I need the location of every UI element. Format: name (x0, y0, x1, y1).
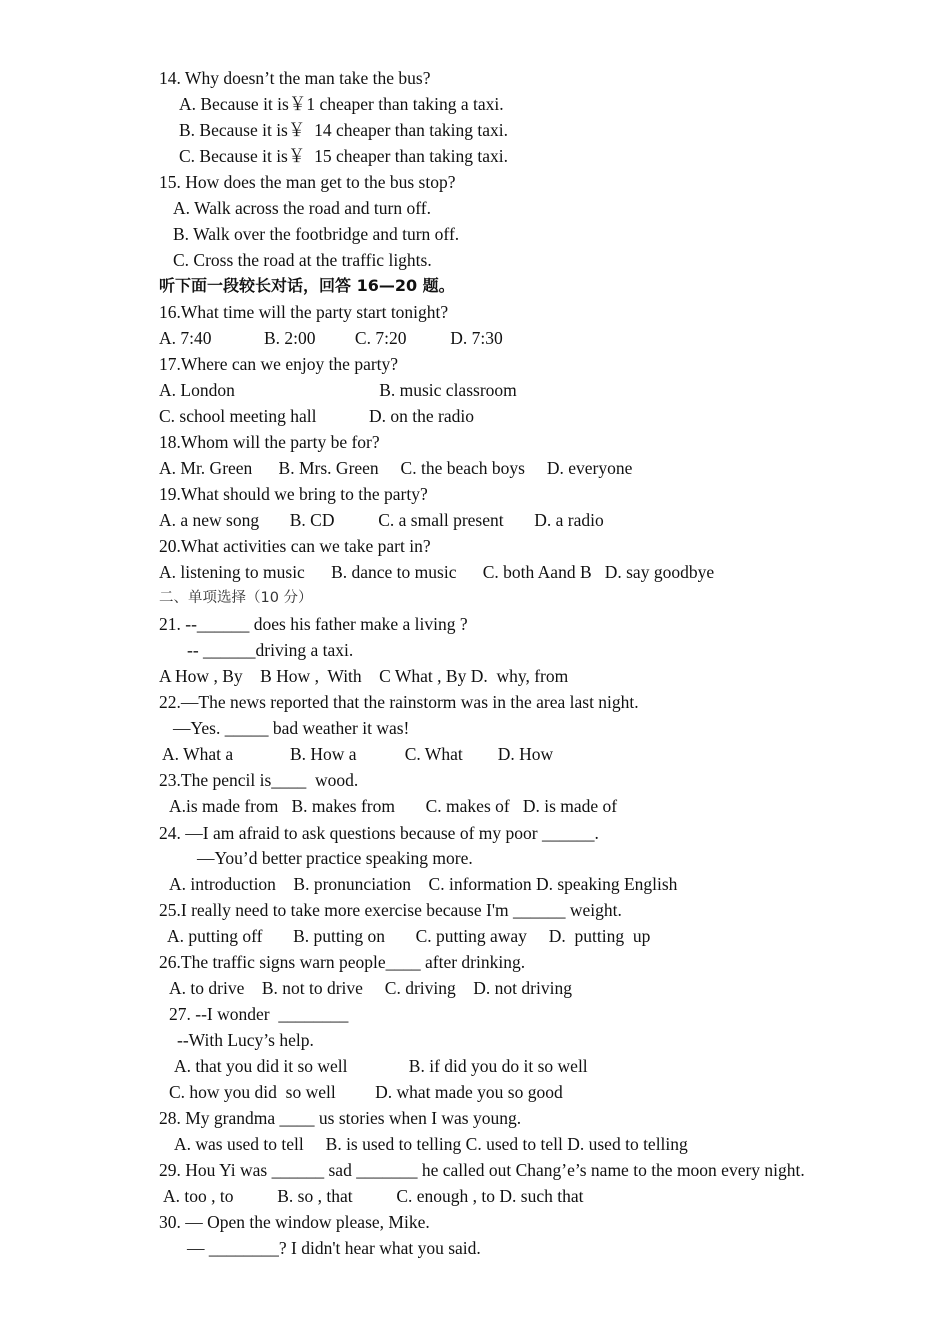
question-26-text: 26.The traffic signs warn people____ after drinking. (159, 952, 526, 972)
question-22-text: 22.—The news reported that the rainstorm was in the area last night. (159, 692, 639, 712)
q14-option-a: A. Because it is￥1 cheaper than taking a taxi. (179, 94, 504, 114)
q28-options: A. was used to tell B. is used to telling C. used to tell D. used to telling (174, 1134, 688, 1154)
q15-option-c: C. Cross the road at the traffic lights. (173, 250, 432, 270)
question-29-text: 29. Hou Yi was ______ sad _______ he called out Chang’e’s name to the moon every night. (159, 1160, 805, 1180)
q20-options: A. listening to music B. dance to music C. both Aand B D. say goodbye (159, 562, 715, 582)
q25-options: A. putting off B. putting on C. putting away D. putting up (167, 926, 651, 946)
question-17-text: 17.Where can we enjoy the party? (159, 354, 399, 374)
question-20-text: 20.What activities can we take part in? (159, 536, 431, 556)
q15-option-b: B. Walk over the footbridge and turn off. (173, 224, 460, 244)
question-25-text: 25.I really need to take more exercise because I'm ______ weight. (159, 900, 622, 920)
q30-reply: — ________? I didn't hear what you said. (187, 1238, 481, 1258)
q21-options: A How , By B How , With C What , By D. why, from (159, 666, 569, 686)
section-heading-single-choice: 二、单项选择（10 分） (159, 590, 313, 606)
q22-reply: —Yes. _____ bad weather it was! (173, 718, 410, 738)
question-16-text: 16.What time will the party start tonight? (159, 302, 449, 322)
question-18-text: 18.Whom will the party be for? (159, 432, 380, 452)
q14-option-b: B. Because it is￥ 14 cheaper than taking taxi. (179, 120, 509, 140)
section-instruction-16-20: 听下面一段较长对话，回答 16—20 题。 (159, 276, 455, 295)
q26-options: A. to drive B. not to drive C. driving D. not driving (169, 978, 572, 998)
q27-options-cd: C. how you did so well D. what made you so good (169, 1082, 563, 1102)
question-21-text: 21. --______ does his father make a living ? (159, 614, 468, 634)
q17-options-cd: C. school meeting hall D. on the radio (159, 406, 474, 426)
question-24-text: 24. —I am afraid to ask questions because of my poor ______. (159, 823, 599, 843)
q24-reply: —You’d better practice speaking more. (197, 848, 473, 868)
question-28-text: 28. My grandma ____ us stories when I was young. (159, 1108, 522, 1128)
q27-options-ab: A. that you did it so well B. if did you do it so well (174, 1056, 588, 1076)
question-19-text: 19.What should we bring to the party? (159, 484, 428, 504)
q15-option-a: A. Walk across the road and turn off. (173, 198, 431, 218)
q24-options: A. introduction B. pronunciation C. information D. speaking English (169, 874, 678, 894)
q19-options: A. a new song B. CD C. a small present D. a radio (159, 510, 604, 530)
q21-reply: -- ______driving a taxi. (187, 640, 354, 660)
question-27-text: 27. --I wonder ________ (169, 1004, 349, 1024)
q17-options-ab: A. London B. music classroom (159, 380, 517, 400)
q18-options: A. Mr. Green B. Mrs. Green C. the beach boys D. everyone (159, 458, 633, 478)
question-30-text: 30. — Open the window please, Mike. (159, 1212, 430, 1232)
q29-options: A. too , to B. so , that C. enough , to D. such that (163, 1186, 584, 1206)
question-14-text: 14. Why doesn’t the man take the bus? (159, 68, 431, 88)
question-15-text: 15. How does the man get to the bus stop? (159, 172, 456, 192)
q27-reply: --With Lucy’s help. (177, 1030, 314, 1050)
q23-options: A.is made from B. makes from C. makes of D. is made of (169, 796, 618, 816)
q22-options: A. What a B. How a C. What D. How (162, 744, 554, 764)
question-23-text: 23.The pencil is____ wood. (159, 770, 359, 790)
q16-options: A. 7:40 B. 2:00 C. 7:20 D. 7:30 (159, 328, 503, 348)
q14-option-c: C. Because it is￥ 15 cheaper than taking taxi. (179, 146, 509, 166)
